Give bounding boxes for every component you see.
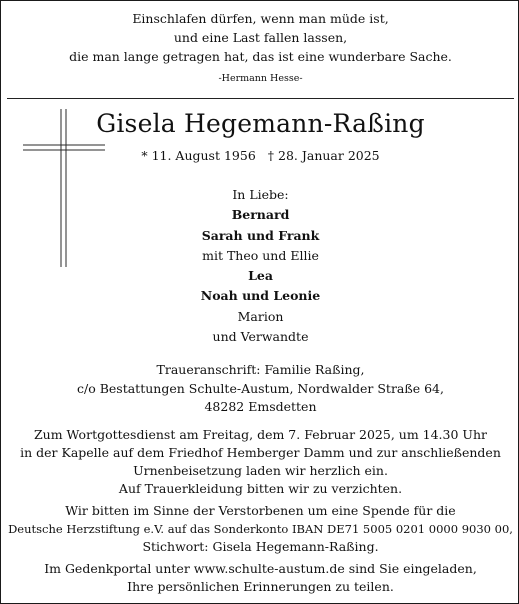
donation-line-2: Deutsche Herzstiftung e.V. auf das Sonderkonto IBAN DE71 5005 0201 0000 9030 00,	[8, 522, 513, 536]
mourner-theo-ellie: mit Theo und Ellie	[202, 247, 319, 263]
portal-line-1: Im Gedenkportal unter www.schulte-austum.de sind Sie eingeladen,	[44, 561, 477, 576]
life-dates	[1, 147, 519, 165]
donation-info	[1, 502, 519, 556]
death-date: † 28. Januar 2025	[267, 148, 380, 163]
memorial-portal-info	[1, 560, 519, 596]
service-line-4: Auf Trauerkleidung bitten wir zu verzichten.	[118, 481, 403, 496]
mourner-marion: Marion	[237, 308, 284, 324]
mourner-bernard: Bernard	[231, 207, 290, 223]
poem-author: -Hermann Hesse-	[218, 73, 303, 84]
poem	[1, 9, 519, 66]
address-line-3: 48282 Emsdetten	[204, 399, 317, 414]
poem-line-1: Einschlafen dürfen, wenn man müde ist,	[132, 11, 389, 26]
mourners	[1, 185, 519, 347]
service-line-1: Zum Wortgottesdienst am Freitag, dem 7. Februar 2025, um 14.30 Uhr	[34, 427, 487, 442]
deceased-name: Gisela Hegemann-Raßing	[96, 109, 425, 138]
address-line-1: Traueranschrift: Familie Raßing,	[156, 362, 365, 377]
mourner-relatives: und Verwandte	[212, 329, 309, 345]
mourner-lea: Lea	[248, 268, 273, 284]
divider	[7, 98, 514, 99]
donation-line-3: Stichwort: Gisela Hegemann-Raßing.	[142, 539, 379, 554]
address-line-2: c/o Bestattungen Schulte-Austum, Nordwalder Straße 64,	[77, 380, 444, 396]
portal-line-2: Ihre persönlichen Erinnerungen zu teilen.	[127, 579, 394, 594]
service-line-2: in der Kapelle auf dem Friedhof Hemberger Damm und zur anschließenden	[20, 445, 501, 460]
donation-line-1: Wir bitten im Sinne der Verstorbenen um eine Spende für die	[65, 503, 456, 518]
mourning-address	[1, 361, 519, 417]
poem-line-3: die man lange getragen hat, das ist eine wunderbare Sache.	[69, 49, 452, 64]
birth-date: * 11. August 1956	[141, 148, 256, 163]
mourners-intro: In Liebe:	[232, 187, 289, 202]
mourner-sarah-frank: Sarah und Frank	[201, 227, 320, 243]
service-line-3: Urnenbeisetzung laden wir herzlich ein.	[133, 463, 388, 478]
mourner-noah-leonie: Noah und Leonie	[200, 288, 321, 304]
service-info	[1, 426, 519, 498]
poem-line-2: und eine Last fallen lassen,	[173, 30, 348, 45]
